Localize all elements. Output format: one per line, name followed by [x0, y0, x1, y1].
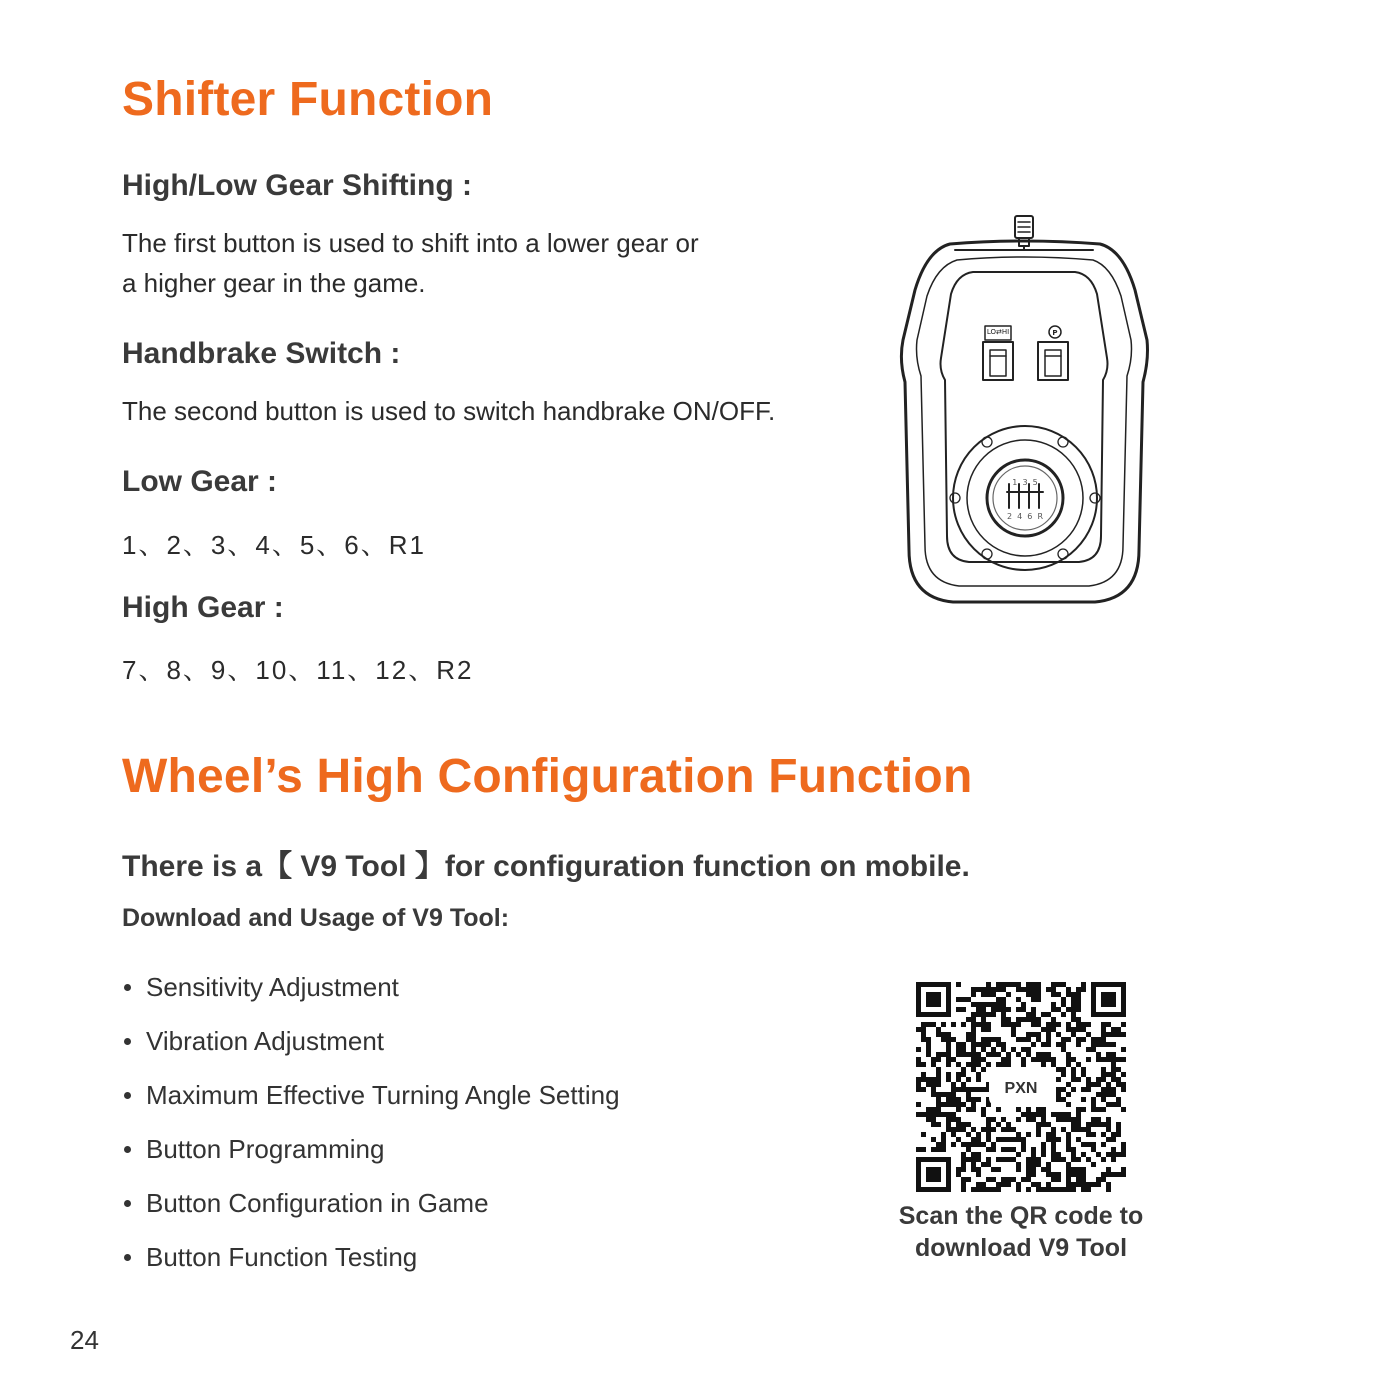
shifter-device-illustration: [895, 210, 1155, 610]
feature-list: [122, 972, 620, 1296]
heading-handbrake: Handbrake Switch :: [122, 337, 401, 370]
config-intro: There is a【 V9 Tool 】for configuration function on mobile.: [122, 850, 970, 883]
qr-logo-pxn: PXN: [1004, 1080, 1038, 1097]
handbrake-text: The second button is used to switch handbrake ON/OFF.: [122, 396, 776, 426]
qr-caption-line-2: download V9 Tool: [914, 1234, 1128, 1262]
config-title: Wheel’s High Configuration Function: [122, 750, 973, 803]
feature-item: Maximum Effective Turning Angle Setting: [122, 1080, 620, 1134]
feature-item: Sensitivity Adjustment: [122, 972, 620, 1026]
gear-shifting-line-2: a higher gear in the game.: [122, 268, 426, 298]
gate-bottom-numbers: 2 4 6 R: [1006, 512, 1044, 521]
gear-shifting-line-1: The first button is used to shift into a lower gear or: [122, 228, 699, 258]
qr-caption: [870, 1200, 1172, 1264]
low-gear-list: 1、2、3、4、5、6、R1: [122, 530, 426, 560]
feature-item: Vibration Adjustment: [122, 1026, 620, 1080]
high-gear-list: 7、8、9、10、11、12、R2: [122, 655, 474, 685]
switch-label-lo-hi: LO⇄HI: [986, 328, 1010, 336]
config-subheading: Download and Usage of V9 Tool:: [122, 904, 510, 932]
qr-code[interactable]: [916, 982, 1126, 1192]
feature-item: Button Function Testing: [122, 1242, 620, 1296]
heading-low-gear: Low Gear :: [122, 465, 278, 498]
page-number: 24: [70, 1325, 99, 1355]
qr-caption-line-1: Scan the QR code to: [898, 1202, 1144, 1230]
gate-top-numbers: 1 3 5: [1012, 478, 1038, 487]
heading-gear-shifting: High/Low Gear Shifting :: [122, 169, 472, 202]
switch-label-p: P: [1052, 329, 1058, 337]
feature-item: Button Configuration in Game: [122, 1188, 620, 1242]
gear-shifting-text: [122, 223, 699, 303]
feature-item: Button Programming: [122, 1134, 620, 1188]
shifter-title: Shifter Function: [122, 73, 494, 126]
heading-high-gear: High Gear :: [122, 591, 284, 624]
